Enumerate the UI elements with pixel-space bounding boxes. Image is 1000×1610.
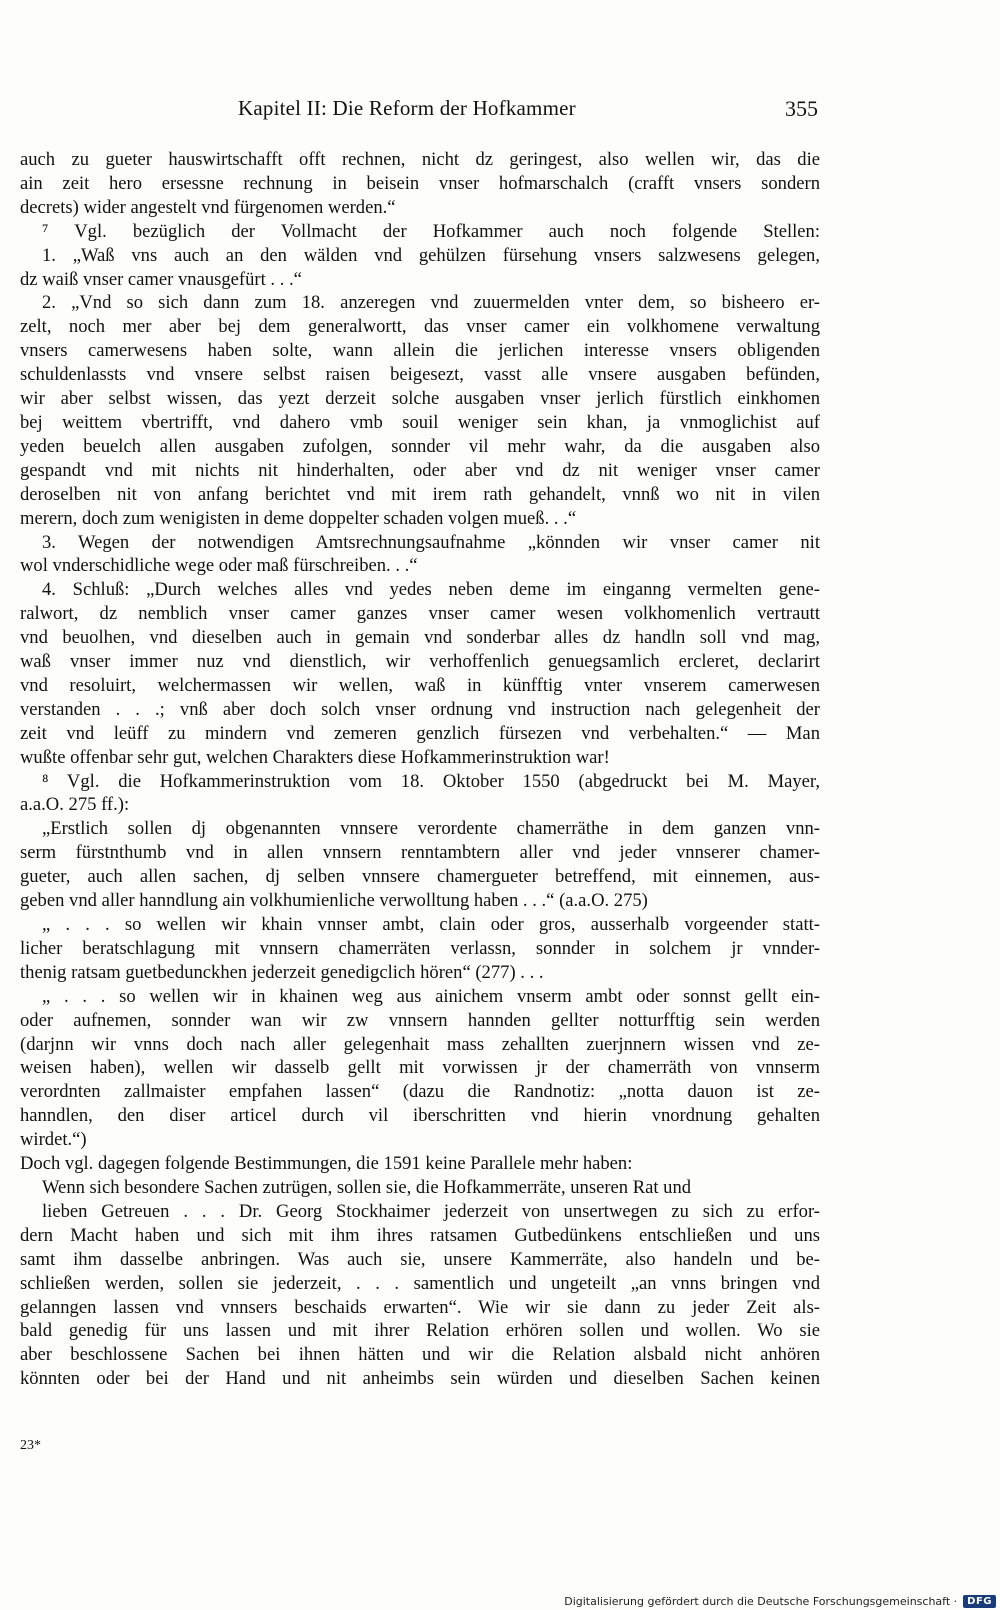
text-line: waß vnser immer nuz vnd dienstlich, wir verhoffenlich genuegsamlich ercleret, declarirt xyxy=(20,651,820,673)
text-line: (darjnn wir vnns doch nach aller gelegenhait mass zehallten zuerjnnern wissen vnd ze- xyxy=(20,1033,820,1055)
text-line: vnsers camerwesens haben solte, wann allein die jerlichen interesse vnsers obligenden xyxy=(20,340,820,362)
text-line: geben vnd aller hanndlung ain volkhumienliche verwolltung haben . . .“ (a.a.O. 275) xyxy=(20,890,648,912)
text-line: serm fürstnthumb vnd in allen vnnsern renntambtern aller vnd jeder vnnserer chamer- xyxy=(20,842,820,864)
text-line: ralwort, dz nemblich vnser camer ganzes vnser camer wesen volkhomenlich vertrautt xyxy=(20,603,820,625)
text-line: merern, doch zum wenigisten in deme doppelter schaden volgen mueß. . .“ xyxy=(20,507,577,529)
text-line: 1. „Waß vns auch an den wälden vnd gehülzen fürsehung vnsers salzwesens gelegen, xyxy=(42,244,820,266)
text-line: schließen werden, sollen sie jederzeit, . . . samentlich und ungeteilt „an vnns bringen vnd xyxy=(20,1272,820,1294)
text-line: wol vnderschidliche wege oder maß fürschreiben. . .“ xyxy=(20,555,418,577)
text-line: oder aufnemen, sonnder wan wir zw vnnsern hannden gellter notturfftig sein werden xyxy=(20,1009,820,1031)
text-line: samt ihm dasselbe anbringen. Was auch sie, unsere Kammerräte, also handeln und be- xyxy=(20,1248,820,1270)
text-line: schuldenlassts vnd vnsere selbst raisen beigesezt, vasst alle vnsere ausgaben befünden, xyxy=(20,364,820,386)
text-line: Doch vgl. dagegen folgende Bestimmungen, die 1591 keine Parallele mehr haben: xyxy=(20,1153,633,1175)
text-line: weisen haben), wellen wir dasselb gellt mit vorwissen jr der chamerräth von vnnserm xyxy=(20,1057,820,1079)
dfg-logo[interactable]: DFG xyxy=(963,1595,996,1608)
text-line: „Erstlich sollen dj obgenannten vnnsere verordente chamerräthe in dem ganzen vnn- xyxy=(42,818,820,840)
text-line: gespandt vnd mit nichts nit hinderhalten, oder aber vnd dz nit weniger vnser camer xyxy=(20,459,820,481)
text-line: 2. „Vnd so sich dann zum 18. anzeregen vnd zuuermelden vnter dem, so bisheero er- xyxy=(42,292,820,314)
text-line: bald genedig für uns lassen und mit ihrer Relation erhören sollen und wollen. Wo sie xyxy=(20,1320,820,1342)
text-line: a.a.O. 275 ff.): xyxy=(20,794,130,816)
text-line: könnten oder bei der Hand und nit anheimbs sein würden und dieselben Sachen keinen xyxy=(20,1368,820,1390)
text-line: ain zeit hero ersessne rechnung in beisein vnser hofmarschalch (crafft vnsers sondern xyxy=(20,172,820,194)
text-line: auch zu gueter hauswirtschafft offt rechnen, nicht dz geringest, also wellen wir, das die xyxy=(20,149,820,170)
text-line: dz waiß vnser camer vnausgefürt . . .“ xyxy=(20,268,302,290)
text-line: verordnten zallmaister empfahen lassen“ (dazu die Randnotiz: „notta dauon ist ze- xyxy=(20,1081,820,1103)
text-line: wirdet.“) xyxy=(20,1129,87,1151)
text-line: „ . . . so wellen wir in khainen weg aus ainichem vnserm ambt oder sonnst gellt ein- xyxy=(42,985,820,1007)
text-line: vnd resoluirt, welchermassen wir wellen, waß in künfftig vnter vnserem camerwesen xyxy=(20,674,820,696)
running-header xyxy=(238,96,818,126)
text-line: 3. Wegen der notwendigen Amtsrechnungsaufnahme „könnden wir vnser camer nit xyxy=(42,531,820,553)
text-line: gelanngen lassen vnd vnnsers beschaids erwarten“. Wie wir sie dann zu jeder Zeit als- xyxy=(20,1296,820,1318)
text-line: decrets) wider angestelt vnd fürgenomen werden.“ xyxy=(20,196,396,218)
text-line: 4. Schluß: „Durch welches alles vnd yedes neben deme im einganng vermelten gene- xyxy=(42,579,820,601)
text-line: Wenn sich besondere Sachen zutrügen, sollen sie, die Hofkammerräte, unseren Rat und xyxy=(42,1176,692,1198)
text-line: thenig ratsam guetbedunckhen jederzeit genedigclich hören“ (277) . . . xyxy=(20,961,544,983)
text-line: ⁷ Vgl. bezüglich der Vollmacht der Hofkammer auch noch folgende Stellen: xyxy=(42,220,820,242)
page-number: 355 xyxy=(785,96,818,121)
text-line: dern Macht haben und sich mit ihm ihres ratsamen Gutbedünkens entschließen und uns xyxy=(20,1224,820,1246)
text-line: lieben Getreuen . . . Dr. Georg Stockhaimer jederzeit von unsertwegen zu sich zu erfor- xyxy=(42,1200,820,1222)
text-line: aber beschlossene Sachen bei ihnen hätten und wir die Relation alsbald nicht anhören xyxy=(20,1344,820,1366)
signature-mark: 23* xyxy=(20,1438,41,1453)
text-line: zelt, noch mer aber bej dem generalwortt, das vnser camer ein volkhomene verwaltung xyxy=(20,316,820,338)
text-line: bej weittem vbertrifft, vnd dahero vmb souil weniger sein khan, ja vnmoglichist auf xyxy=(20,411,820,433)
text-line: ⁸ Vgl. die Hofkammerinstruktion vom 18. Oktober 1550 (abgedruckt bei M. Mayer, xyxy=(42,770,820,792)
digitization-footer xyxy=(564,1592,1000,1610)
text-line: wußte offenbar sehr gut, welchen Charakters diese Hofkammerinstruktion war! xyxy=(20,746,610,768)
text-line: licher beratschlagung mit vnnsern chamerräten verlassn, sonnder in solchem jr vnnder- xyxy=(20,937,820,959)
text-line: verstanden . . .; vnß aber doch solch vnser ordnung vnd instruction nach gelegenheit der xyxy=(20,698,820,720)
text-line: gueter, auch allen sachen, dj selben vnnsere chamergueter betreffend, mit einnemen, aus- xyxy=(20,866,820,888)
text-line: zeit vnd leüff zu mindern vnd zemeren genzlich fürsezen vnd verbehalten.“ — Man xyxy=(20,722,820,744)
text-line: deroselben nit von anfang berichtet vnd mit irem rath gehandelt, vnnß wo nit in vilen xyxy=(20,483,820,505)
text-line: hanndlen, den diser articel durch vil iberschritten vnd hierin vnordnung gehalten xyxy=(20,1105,820,1127)
footer-text: Digitalisierung gefördert durch die Deutsche Forschungsgemeinschaft · xyxy=(564,1594,958,1608)
text-line: vnd beuolhen, vnd dieselben auch in gemain vnd sonderbar alles dz handln soll vnd mag, xyxy=(20,627,820,649)
chapter-title: Kapitel II: Die Reform der Hofkammer xyxy=(238,96,576,120)
text-line: „ . . . so wellen wir khain vnnser ambt, clain oder gros, ausserhalb vorgeender statt- xyxy=(42,914,820,935)
text-line: wir aber selbst wissen, das yezt derzeit solche ausgaben vnser jerlich fürstlich einkhomen xyxy=(20,388,820,410)
body-text xyxy=(20,148,820,1391)
text-line: yeden beuelch allen ausgaben zufolgen, sonnder vil mehr wahr, da die ausgaben also xyxy=(20,435,820,457)
